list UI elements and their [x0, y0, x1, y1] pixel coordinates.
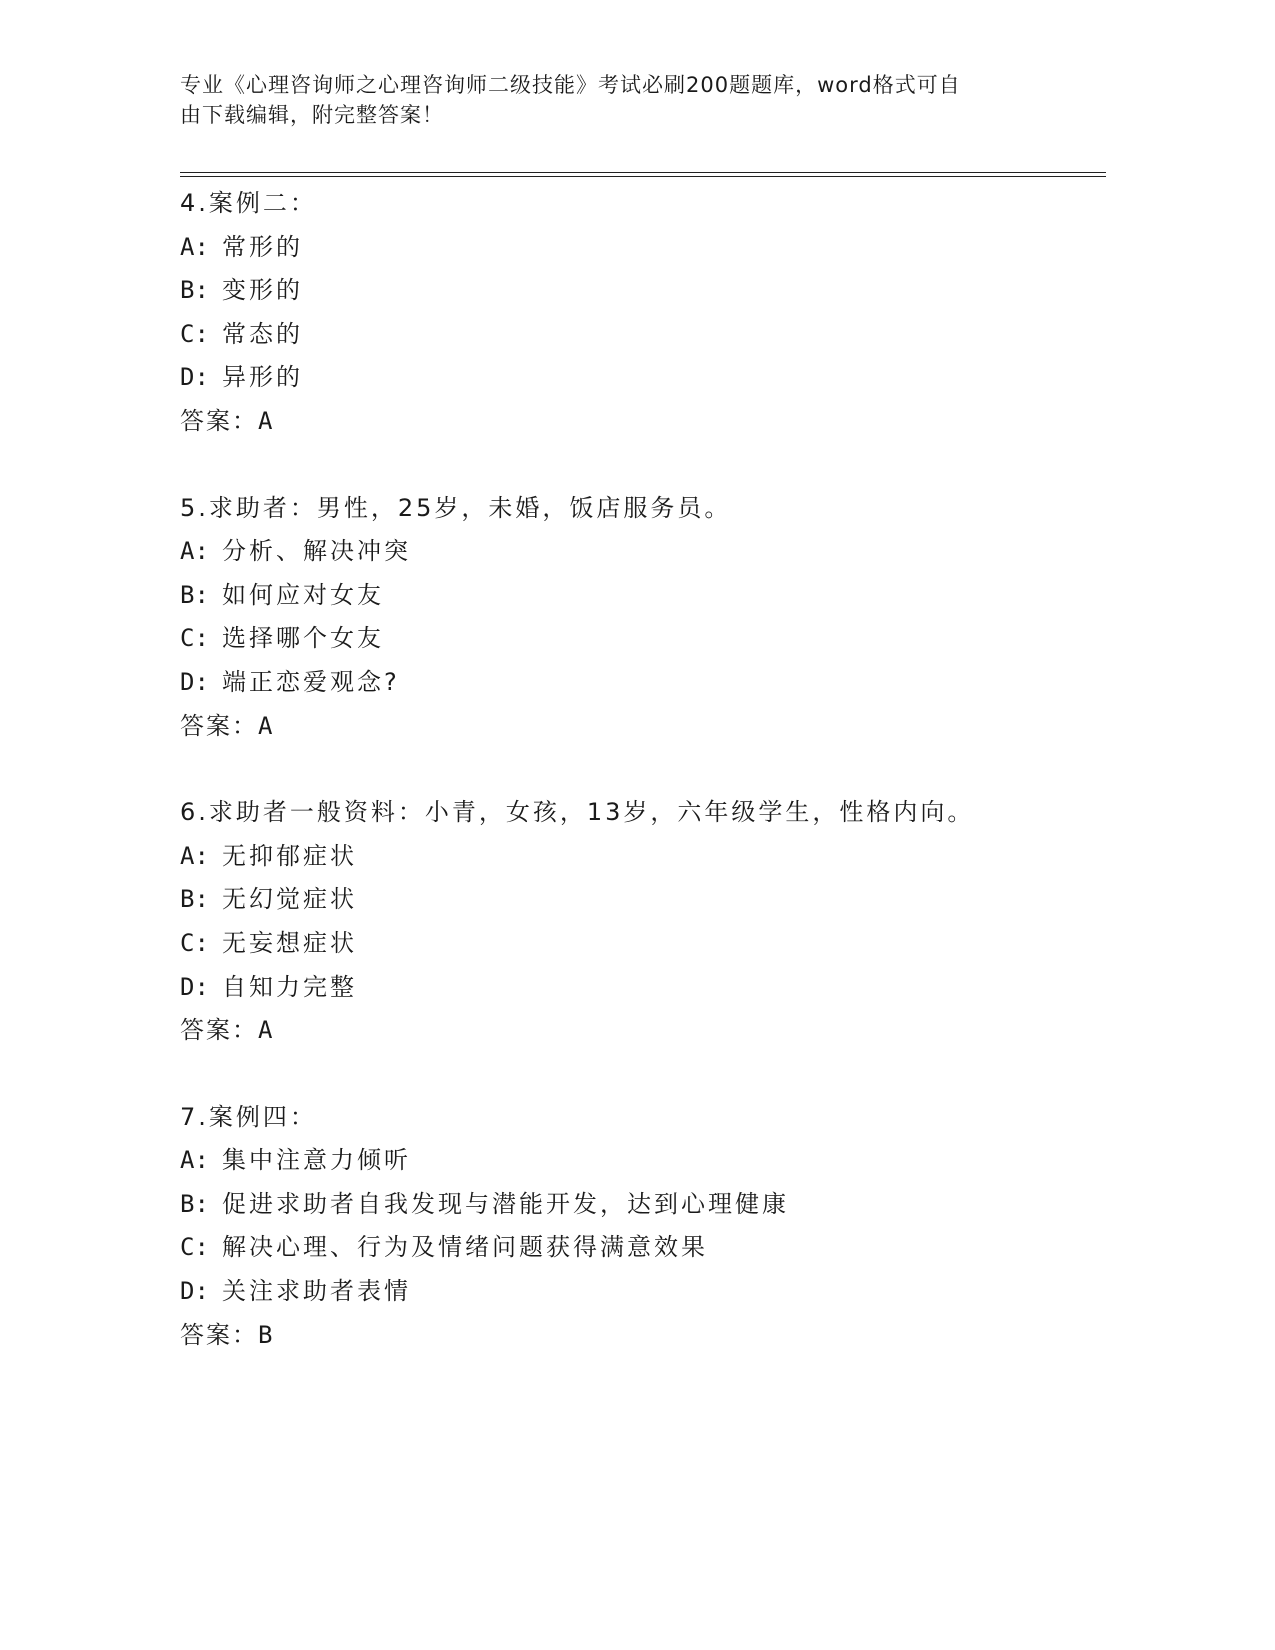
- option-a: [180, 226, 1110, 270]
- question-stem: 4.案例二：: [180, 189, 317, 217]
- option-text: 如何应对女友: [222, 580, 384, 609]
- answer-value: A: [258, 1016, 276, 1045]
- document-header: [180, 70, 1060, 130]
- question-6: [180, 791, 1110, 1053]
- option-letter: D:: [180, 363, 209, 392]
- answer-label: 答案：: [180, 711, 258, 740]
- option-letter: B:: [180, 1189, 209, 1218]
- option-text: 常态的: [222, 319, 303, 348]
- option-c: [180, 1226, 1110, 1270]
- option-a: [180, 530, 1110, 574]
- option-d: [180, 966, 1110, 1010]
- option-text: 常形的: [222, 232, 303, 261]
- question-stem: 5.求助者：男性，25岁，未婚，饭店服务员。: [180, 493, 732, 522]
- answer-line: [180, 705, 1110, 749]
- option-letter: B:: [180, 580, 209, 609]
- option-a: [180, 1139, 1110, 1183]
- option-b: [180, 1183, 1110, 1227]
- option-letter: C:: [180, 1233, 209, 1262]
- option-text: 解决心理、行为及情绪问题获得满意效果: [222, 1233, 708, 1262]
- option-text: 促进求助者自我发现与潜能开发，达到心理健康: [222, 1189, 789, 1218]
- option-letter: B:: [180, 885, 209, 914]
- option-letter: D:: [180, 1277, 209, 1306]
- option-text: 无妄想症状: [222, 928, 357, 957]
- option-letter: A:: [180, 1146, 209, 1175]
- option-text: 关注求助者表情: [222, 1277, 411, 1306]
- option-b: [180, 574, 1110, 618]
- option-d: [180, 1270, 1110, 1314]
- answer-label: 答案：: [180, 406, 258, 435]
- option-c: [180, 922, 1110, 966]
- option-text: 集中注意力倾听: [222, 1146, 411, 1175]
- option-text: 无幻觉症状: [222, 885, 357, 914]
- option-d: [180, 661, 1110, 705]
- option-text: 异形的: [222, 363, 303, 392]
- option-d: [180, 356, 1110, 400]
- option-text: 端正恋爱观念?: [222, 667, 400, 696]
- answer-line: [180, 1009, 1110, 1053]
- question-4: [180, 182, 1110, 444]
- option-letter: A:: [180, 232, 209, 261]
- option-c: [180, 313, 1110, 357]
- answer-line: [180, 1314, 1110, 1358]
- answer-label: 答案：: [180, 1016, 258, 1045]
- question-stem: 6.求助者一般资料：小青，女孩，13岁，六年级学生，性格内向。: [180, 798, 975, 827]
- option-b: [180, 269, 1110, 313]
- option-letter: D:: [180, 667, 209, 696]
- option-c: [180, 617, 1110, 661]
- answer-value: A: [258, 406, 276, 435]
- option-text: 分析、解决冲突: [222, 537, 411, 566]
- header-line-1: 专业《心理咨询师之心理咨询师二级技能》考试必刷200题题库，word格式可自: [180, 73, 961, 97]
- option-letter: C:: [180, 319, 209, 348]
- option-letter: A:: [180, 841, 209, 870]
- question-5: [180, 487, 1110, 749]
- header-line-2: 由下载编辑，附完整答案！: [180, 103, 444, 127]
- question-stem: 7.案例四：: [180, 1102, 317, 1131]
- option-letter: A:: [180, 537, 209, 566]
- option-letter: B:: [180, 276, 209, 305]
- option-letter: C:: [180, 624, 209, 653]
- double-rule-divider: [180, 172, 1106, 177]
- option-letter: C:: [180, 928, 209, 957]
- question-7: [180, 1096, 1110, 1358]
- option-b: [180, 878, 1110, 922]
- option-text: 变形的: [222, 276, 303, 305]
- answer-line: [180, 400, 1110, 444]
- option-text: 自知力完整: [222, 972, 357, 1001]
- option-text: 无抑郁症状: [222, 841, 357, 870]
- answer-label: 答案：: [180, 1320, 258, 1349]
- question-list: [180, 182, 1110, 1400]
- answer-value: B: [258, 1320, 276, 1349]
- option-text: 选择哪个女友: [222, 624, 384, 653]
- option-letter: D:: [180, 972, 209, 1001]
- option-a: [180, 835, 1110, 879]
- answer-value: A: [258, 711, 276, 740]
